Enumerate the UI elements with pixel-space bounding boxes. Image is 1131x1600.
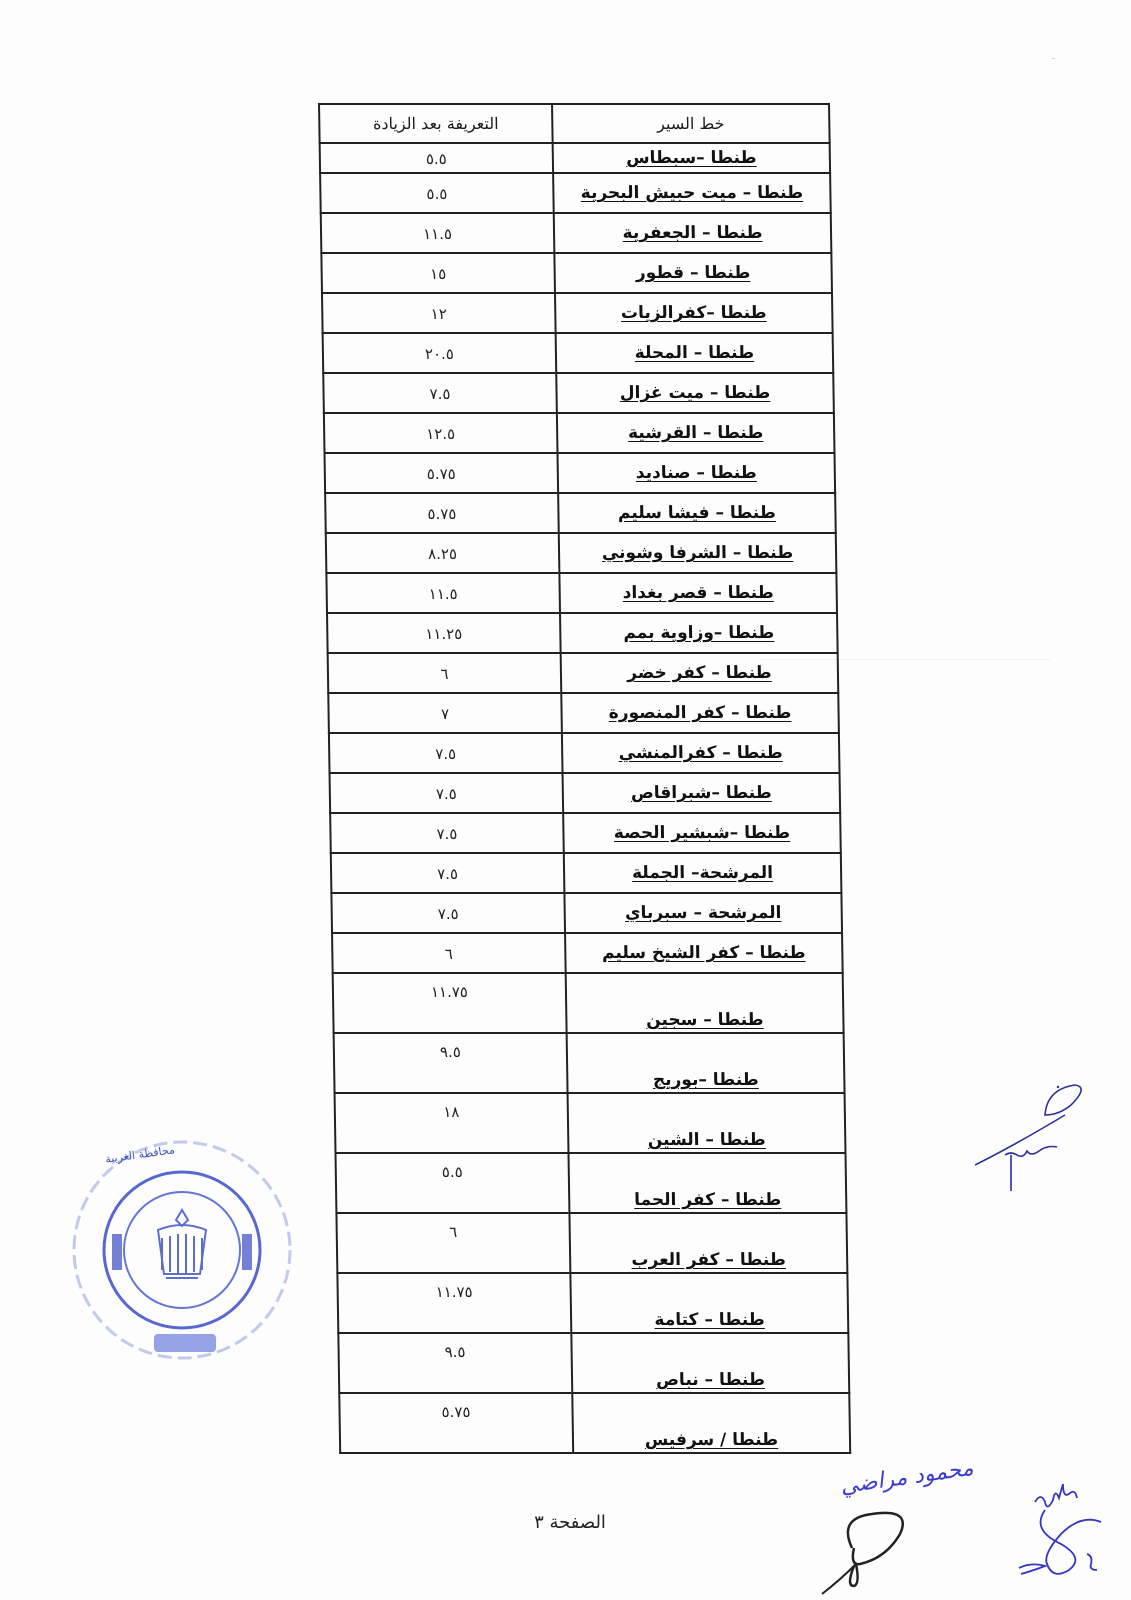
route-cell [554, 213, 832, 253]
route-cell [557, 453, 835, 493]
route-name: طنطا – الجعفرية [622, 223, 763, 243]
table-row [325, 493, 836, 533]
table-row [320, 173, 831, 213]
route-cell [572, 1393, 850, 1453]
fare-cell [329, 733, 563, 773]
fare-cell [327, 613, 561, 653]
fare-cell [328, 653, 562, 693]
fare-cell [334, 1033, 568, 1093]
table-row [336, 1213, 847, 1273]
table-row [337, 1273, 848, 1333]
fare-value: ٦ [444, 944, 453, 963]
fare-cell [321, 213, 555, 253]
fare-cell [325, 493, 559, 533]
table-row [328, 693, 839, 733]
route-name: طنطا – قصر بغداد [622, 583, 774, 603]
table-row [321, 213, 832, 253]
route-cell [554, 253, 832, 293]
table-row [327, 613, 838, 653]
table-body [320, 143, 851, 1453]
fare-table [318, 103, 851, 1454]
route-cell [556, 333, 834, 373]
route-cell [565, 933, 843, 973]
fare-value: ١١.٥ [422, 224, 453, 243]
fare-cell [324, 453, 558, 493]
fare-cell [322, 293, 556, 333]
route-cell [561, 693, 839, 733]
signature-icon [1015, 1480, 1115, 1590]
fare-cell [339, 1393, 573, 1453]
table-row [322, 293, 833, 333]
fare-cell [338, 1333, 572, 1393]
table-row [331, 853, 842, 893]
table-row [323, 373, 834, 413]
fare-cell [326, 533, 560, 573]
route-name: طنطا – الشين [647, 1130, 766, 1150]
fare-value: ٧.٥ [435, 744, 457, 763]
table-row [334, 1033, 845, 1093]
fare-cell [331, 893, 565, 933]
fare-value: ٥.٧٥ [441, 1403, 471, 1421]
route-name: طنطا – فيشا سليم [617, 503, 776, 523]
table-row [323, 333, 834, 373]
route-cell [571, 1333, 849, 1393]
fare-cell [320, 143, 553, 173]
route-cell [564, 893, 842, 933]
fare-cell [323, 373, 557, 413]
route-name: طنطا – كفر الحما [633, 1190, 782, 1210]
table-row [321, 253, 832, 293]
signature-icon [820, 1490, 930, 1600]
table-row [326, 533, 837, 573]
fare-value: ١١.٧٥ [435, 1283, 473, 1301]
route-cell [568, 1153, 846, 1213]
fare-cell [330, 773, 564, 813]
fare-value: ١٥ [429, 264, 447, 283]
fare-cell [335, 1153, 569, 1213]
table-row [324, 413, 835, 453]
fare-value: ٧ [440, 704, 450, 723]
header-route: خط السير [552, 104, 830, 143]
route-name: طنطا –سبطاس [625, 148, 757, 168]
fare-value: ٥.٧٥ [426, 464, 456, 483]
fare-value: ٧.٥ [437, 904, 459, 923]
route-cell [559, 533, 837, 573]
route-name: طنطا – كفرالمنشي [618, 743, 783, 763]
route-name: طنطا / سرفيس [644, 1430, 779, 1450]
fare-value: ١٢ [430, 304, 447, 323]
route-cell [560, 613, 838, 653]
fare-value: ١١.٢٥ [425, 624, 463, 643]
route-name: طنطا – قطور [635, 263, 751, 283]
table-row [329, 733, 840, 773]
fare-value: ٥.٧٥ [427, 504, 457, 523]
route-name: طنطا – نباص [655, 1370, 766, 1390]
fare-value: ٩.٥ [444, 1343, 466, 1361]
route-name: المرشحة – سبرباي [624, 903, 782, 923]
fare-cell [321, 253, 555, 293]
fare-value: ٧.٥ [435, 784, 457, 803]
fare-cell [332, 933, 566, 973]
route-name: المرشحة– الجملة [631, 863, 774, 883]
table-row [331, 893, 842, 933]
route-cell [563, 813, 841, 853]
fare-value: ٧.٥ [429, 384, 451, 403]
table-row [324, 453, 835, 493]
route-name: طنطا – صناديد [635, 463, 757, 483]
route-name: طنطا –وزاوية بمم [623, 623, 775, 643]
page-number: الصفحة ٣ [534, 1512, 606, 1533]
fare-cell [336, 1213, 570, 1273]
route-cell [564, 853, 842, 893]
fare-cell [320, 173, 554, 213]
fare-cell [330, 813, 564, 853]
route-name: طنطا –كفرالزيات [620, 303, 767, 323]
route-cell [556, 373, 834, 413]
table-row [338, 1333, 849, 1393]
route-cell [559, 573, 837, 613]
scan-artifact [1052, 58, 1055, 59]
fare-value: ١١.٧٥ [430, 983, 469, 1001]
route-cell [567, 1033, 845, 1093]
route-name: طنطا –شبشير الحصة [613, 823, 791, 843]
table-row [330, 773, 841, 813]
fare-value: ١٢.٥ [426, 424, 456, 443]
route-name: طنطا – ميت غزال [619, 383, 771, 403]
governorate-stamp-icon [62, 1138, 302, 1378]
table-row [328, 653, 839, 693]
route-name: طنطا – القرشية [627, 423, 764, 443]
table-row [332, 933, 843, 973]
fare-value: ٨.٢٥ [427, 544, 458, 563]
fare-cell [326, 573, 560, 613]
table-row [339, 1393, 850, 1453]
table-row [333, 973, 844, 1033]
fare-value: ٢٠.٥ [424, 344, 455, 363]
fare-cell [324, 413, 558, 453]
fare-cell [328, 693, 562, 733]
route-name: طنطا –بوريج [652, 1070, 759, 1090]
fare-value: ٦ [440, 664, 449, 683]
fare-value: ١١.٥ [428, 584, 458, 603]
route-name: طنطا – الشرفا وشوني [601, 543, 794, 563]
fare-value: ٥.٥ [441, 1163, 463, 1181]
fare-value: ٥.٥ [425, 149, 447, 168]
table-header-row [319, 104, 830, 143]
route-cell [567, 1093, 845, 1153]
route-cell [553, 143, 831, 173]
route-name: طنطا – كفر خضر [627, 663, 772, 683]
route-cell [569, 1213, 847, 1273]
route-cell [557, 413, 835, 453]
fare-value: ٧.٥ [436, 864, 459, 883]
fare-cell [335, 1093, 569, 1153]
route-cell [566, 973, 844, 1033]
route-name: طنطا – كفر المنصورة [608, 703, 792, 723]
route-name: طنطا – ميت حبيش البحرية [580, 183, 804, 203]
route-cell [561, 653, 839, 693]
route-cell [562, 733, 840, 773]
fare-cell [337, 1273, 571, 1333]
route-cell [570, 1273, 848, 1333]
route-name: طنطا – كفر الشيخ سليم [601, 943, 806, 963]
route-name: طنطا – المحلة [634, 343, 755, 363]
route-name: طنطا – كتامة [654, 1310, 765, 1330]
signature-icon [975, 1075, 1095, 1195]
route-cell [555, 293, 833, 333]
table-row [335, 1093, 846, 1153]
route-name: طنطا – كفر العرب [631, 1250, 786, 1270]
table-row [335, 1153, 846, 1213]
stamp-text: محافظة الغربية [104, 1143, 176, 1166]
table-row [330, 813, 841, 853]
fare-value: ٦ [449, 1223, 458, 1241]
handwritten-name: محمود مراضي [838, 1455, 976, 1500]
table-row [326, 573, 837, 613]
fare-value: ٩.٥ [439, 1043, 461, 1061]
fare-value: ١٨ [443, 1103, 460, 1121]
route-name: طنطا –شبراقاص [630, 783, 772, 803]
fare-cell [323, 333, 557, 373]
table-row [320, 143, 830, 173]
fare-cell [333, 973, 567, 1033]
header-fare: التعريفة بعد الزيادة [319, 104, 553, 143]
fare-value: ٧.٥ [436, 824, 458, 843]
fare-cell [331, 853, 565, 893]
fare-value: ٥.٥ [426, 184, 448, 203]
route-cell [558, 493, 836, 533]
route-cell [562, 773, 840, 813]
route-cell [553, 173, 831, 213]
route-name: طنطا – سجين [645, 1010, 764, 1030]
